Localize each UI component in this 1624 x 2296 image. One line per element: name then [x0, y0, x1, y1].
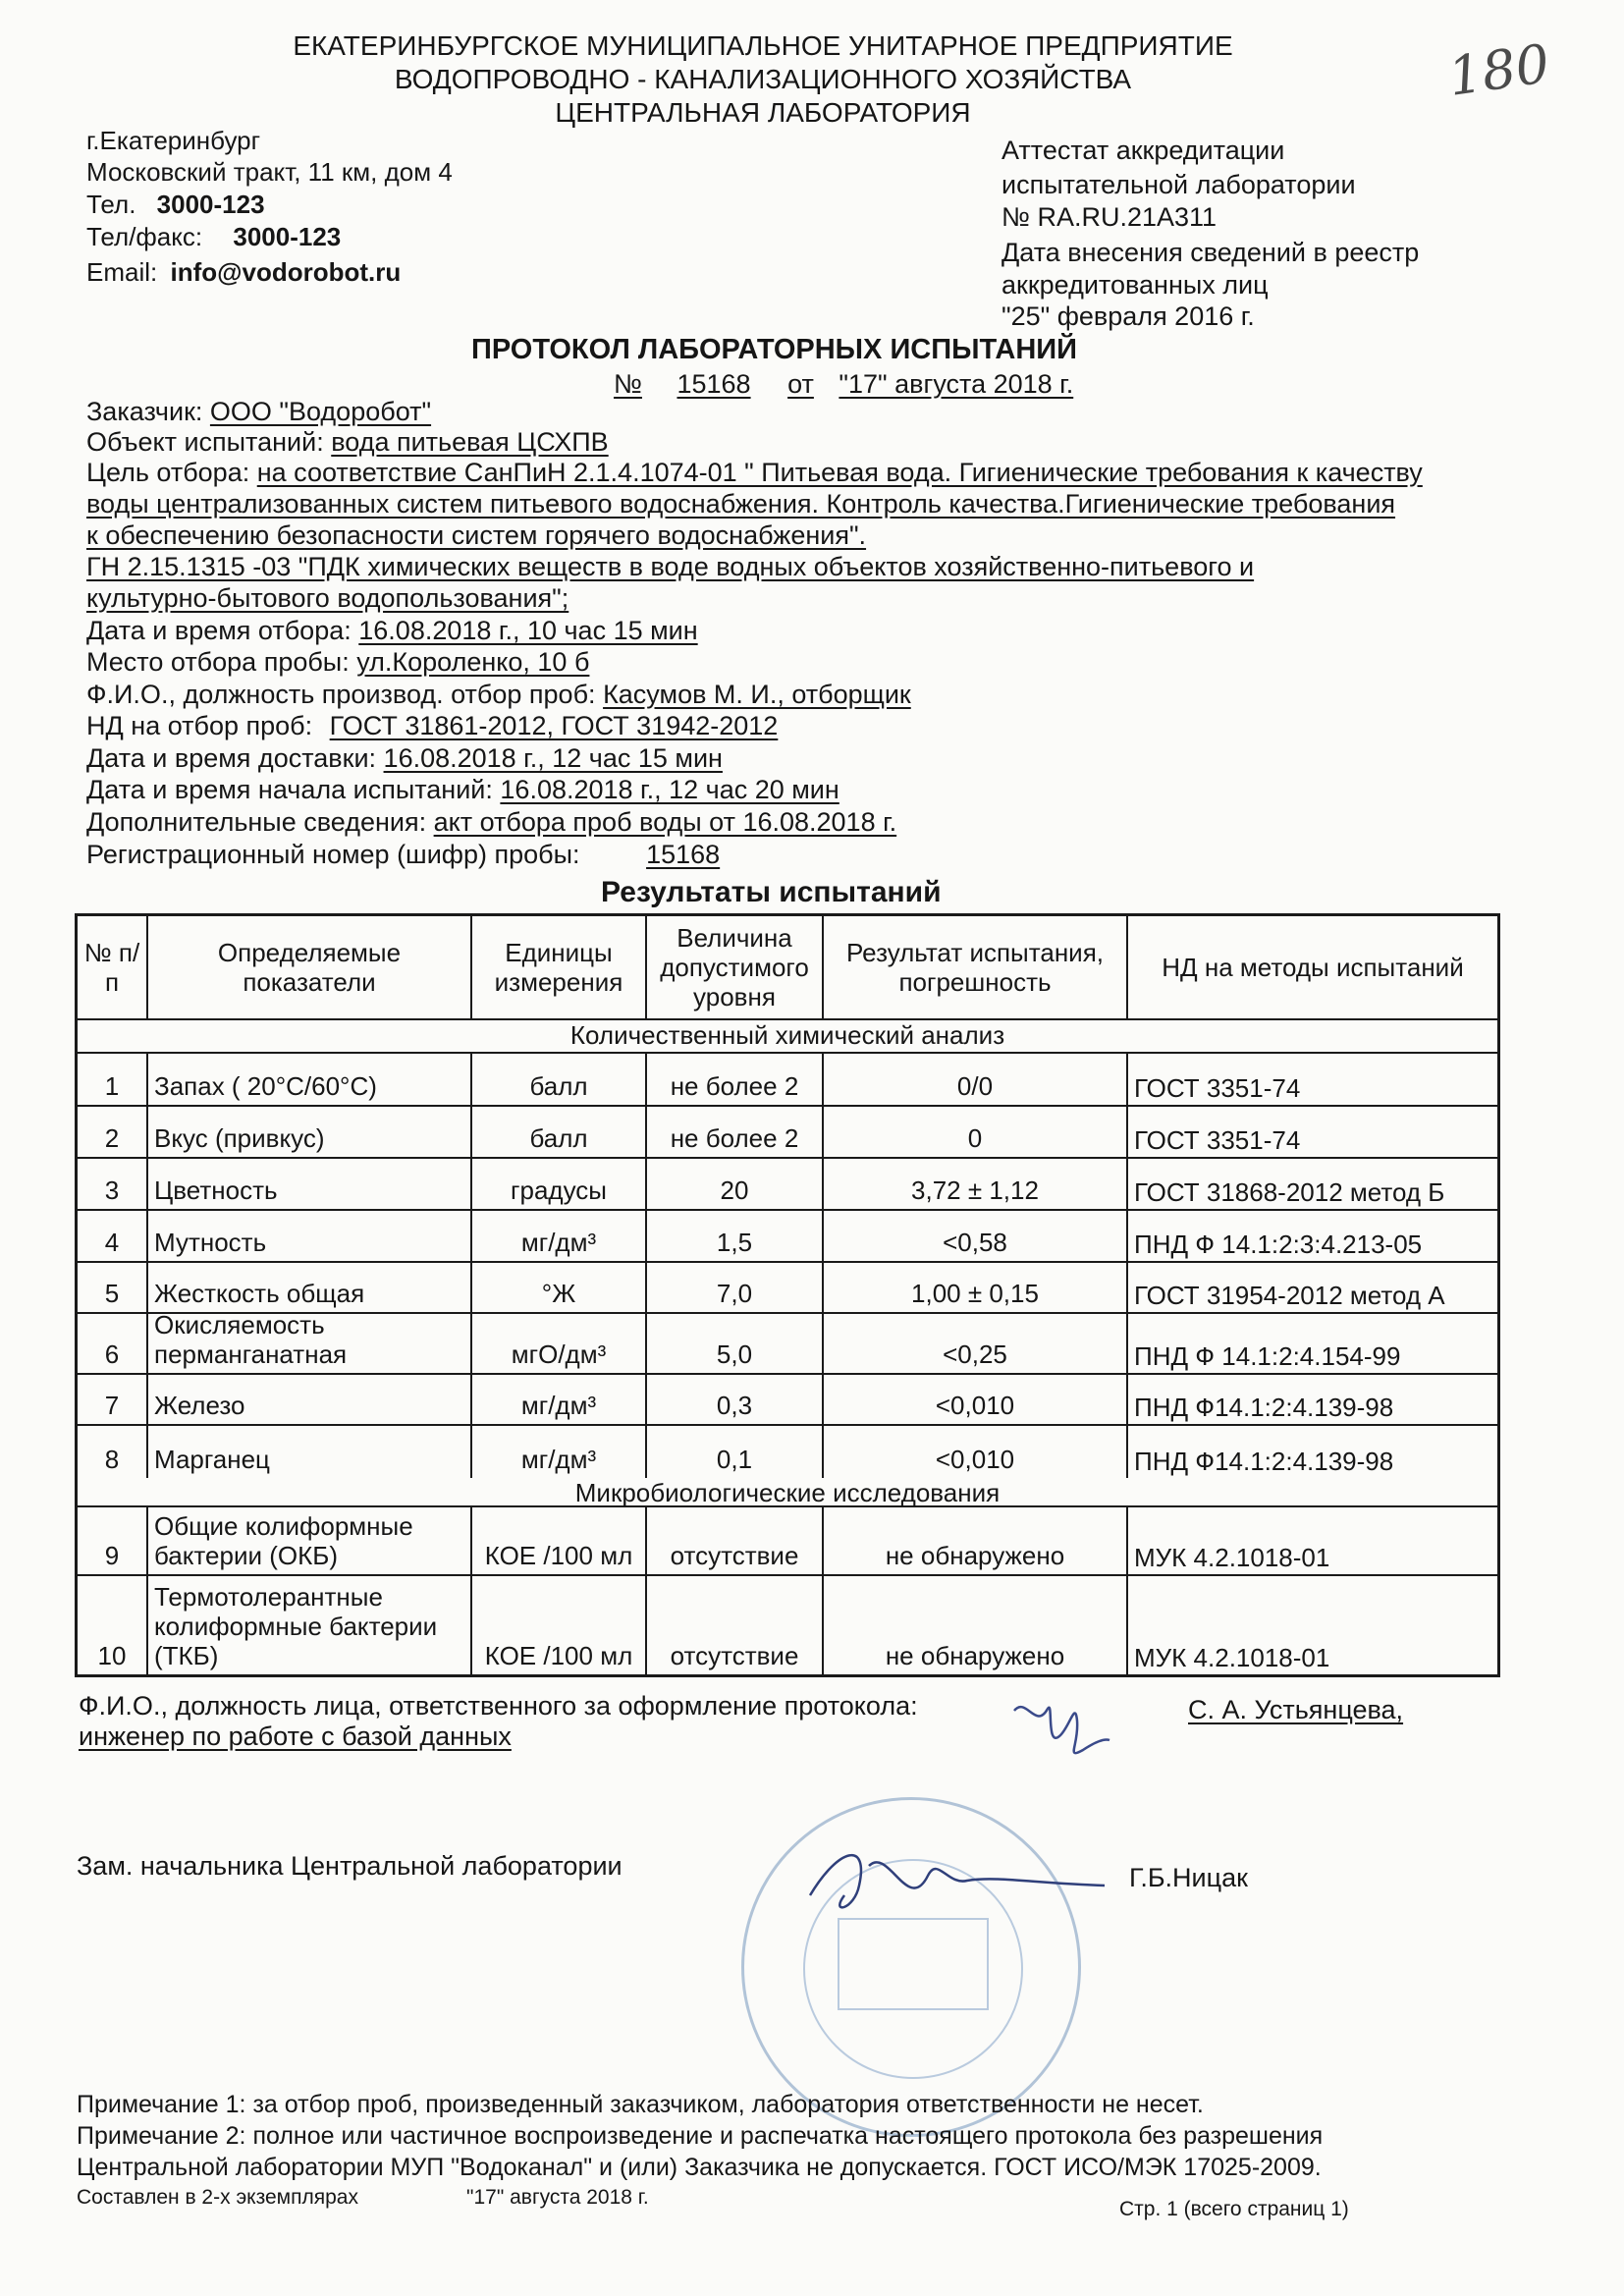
- note-2-line1: Примечание 2: полное или частичное воспроизведение и распечатка настоящего протокола без разрешения: [77, 2122, 1324, 2150]
- row-indicator: Вкус (привкус): [148, 1107, 472, 1157]
- row-number: 5: [78, 1263, 148, 1312]
- contact-address: Московский тракт, 11 км, дом 4: [86, 157, 453, 187]
- fax-label: Тел/факс:: [86, 222, 203, 251]
- footer-date: "17" августа 2018 г.: [466, 2186, 649, 2209]
- row-norm: не более 2: [647, 1054, 824, 1105]
- row-indicator: Мутность: [148, 1211, 472, 1261]
- row-indicator: Железо: [148, 1375, 472, 1424]
- header-method: НД на методы испытаний: [1162, 953, 1464, 982]
- row-result: <0,58: [824, 1211, 1128, 1261]
- row-norm: отсутствие: [647, 1576, 824, 1674]
- microbiology-rows: [78, 1507, 1497, 1674]
- row-indicator: Запах ( 20°С/60°С): [148, 1054, 472, 1105]
- customer-label: Заказчик:: [86, 397, 203, 426]
- org-name-line1: ЕКАТЕРИНБУРГСКОЕ МУНИЦИПАЛЬНОЕ УНИТАРНОЕ ПРЕДПРИЯТИЕ: [293, 30, 1233, 61]
- object-label: Объект испытаний:: [86, 427, 324, 457]
- table-row: [78, 1054, 1497, 1107]
- row-unit: мгО/дм³: [472, 1314, 647, 1373]
- accreditation-line4: Дата внесения сведений в реестр: [1001, 238, 1420, 267]
- row-norm: 20: [647, 1159, 824, 1209]
- responsible-position: инженер по работе с базой данных: [79, 1722, 512, 1751]
- customer-row: [86, 397, 431, 427]
- nd-value: ГОСТ 31861-2012, ГОСТ 31942-2012: [329, 711, 779, 740]
- table-row: [78, 1426, 1497, 1478]
- note-2-line2: Центральной лаборатории МУП "Водоканал" и (или) Заказчика не допускается. ГОСТ ИСО/МЭК 17025-2009.: [77, 2154, 1322, 2181]
- row-indicator: Цветность: [148, 1159, 472, 1209]
- protocol-title: ПРОТОКОЛ ЛАБОРАТОРНЫХ ИСПЫТАНИЙ: [471, 334, 1077, 365]
- row-unit: мг/дм³: [472, 1211, 647, 1261]
- sampling-datetime-label: Дата и время отбора:: [86, 616, 352, 645]
- row-number: 3: [78, 1159, 148, 1209]
- table-header-row: [78, 916, 1497, 1020]
- extra-row: [86, 807, 896, 838]
- contact-tel-row: [86, 190, 265, 219]
- header-unit: Единицы измерения: [472, 916, 647, 1018]
- row-result: 1,00 ± 0,15: [824, 1263, 1128, 1312]
- start-label: Дата и время начала испытаний:: [86, 775, 493, 804]
- note-1: Примечание 1: за отбор проб, произведенный заказчиком, лаборатория ответственности не несет.: [77, 2091, 1204, 2118]
- delivery-row: [86, 743, 723, 774]
- row-number: 6: [78, 1314, 148, 1373]
- purpose-line4: ГН 2.15.1315 -03 "ПДК химических веществ в воде водных объектов хозяйственно-питьевого и: [86, 552, 1255, 581]
- accreditation-date: "25" февраля 2016 г.: [1001, 301, 1255, 331]
- row-unit: КОЕ /100 мл: [472, 1576, 647, 1674]
- row-method: ГОСТ 31868-2012 метод Б: [1134, 1177, 1445, 1207]
- object-value: вода питьевая ЦСХПВ: [331, 427, 609, 457]
- row-unit: градусы: [472, 1159, 647, 1209]
- customer-value: ООО "Водоробот": [209, 397, 432, 426]
- extra-value: акт отбора проб воды от 16.08.2018 г.: [433, 807, 897, 837]
- place-label: Место отбора пробы:: [86, 647, 350, 677]
- responsible-name: С. А. Устьянцева,: [1188, 1695, 1404, 1724]
- table-row: [78, 1314, 1497, 1375]
- responsible-signature: [1006, 1691, 1114, 1770]
- row-indicator: Термотолерантные колиформные бактерии (ТКБ): [148, 1576, 472, 1674]
- handwritten-page-number: 180: [1444, 32, 1553, 108]
- row-norm: не более 2: [647, 1107, 824, 1157]
- protocol-from-label: от: [787, 369, 814, 399]
- section-chemical: Количественный химический анализ: [78, 1020, 1497, 1054]
- deputy-signature: [800, 1827, 1114, 1935]
- nd-label: НД на отбор проб:: [86, 711, 313, 740]
- section-microbiology: Микробиологические исследования: [78, 1478, 1497, 1507]
- table-row: [78, 1263, 1497, 1314]
- nd-row: [86, 711, 778, 741]
- sampler-row: [86, 680, 911, 710]
- table-row: [78, 1107, 1497, 1159]
- row-number: 10: [78, 1576, 148, 1674]
- row-indicator: Жесткость общая: [148, 1263, 472, 1312]
- purpose-line1: на соответствие СанПиН 2.1.4.1074-01 " Питьевая вода. Гигиенические требования к качеству: [256, 458, 1423, 487]
- purpose-row: [86, 458, 1423, 488]
- row-unit: мг/дм³: [472, 1375, 647, 1424]
- reg-value: 15168: [646, 840, 721, 869]
- row-result: 0: [824, 1107, 1128, 1157]
- place-row: [86, 647, 589, 678]
- tel-label: Тел.: [86, 190, 136, 219]
- protocol-no: 15168: [677, 369, 751, 399]
- sampling-datetime-row: [86, 616, 698, 646]
- protocol-date: "17" августа 2018 г.: [839, 369, 1074, 399]
- contact-city: г.Екатеринбург: [86, 126, 261, 155]
- delivery-value: 16.08.2018 г., 12 час 15 мин: [383, 743, 723, 773]
- header-indicator: Определяемые показатели: [148, 916, 472, 1018]
- row-indicator: Окисляемость перманганатная: [148, 1314, 472, 1373]
- accreditation-line1: Аттестат аккредитации: [1001, 136, 1285, 165]
- protocol-no-label: №: [614, 369, 642, 399]
- row-number: 1: [78, 1054, 148, 1105]
- row-norm: 1,5: [647, 1211, 824, 1261]
- row-norm: 7,0: [647, 1263, 824, 1312]
- row-unit: балл: [472, 1107, 647, 1157]
- row-number: 8: [78, 1426, 148, 1478]
- row-indicator: Общие колиформные бактерии (ОКБ): [148, 1507, 472, 1574]
- row-method: ПНД Ф14.1:2:4.139-98: [1134, 1447, 1394, 1476]
- header-norm: Величина допустимого уровня: [647, 916, 824, 1018]
- row-number: 4: [78, 1211, 148, 1261]
- object-row: [86, 427, 609, 458]
- contact-fax-row: [86, 222, 341, 251]
- row-unit: КОЕ /100 мл: [472, 1507, 647, 1574]
- start-row: [86, 775, 839, 805]
- table-row: [78, 1211, 1497, 1263]
- tel-value: 3000-123: [156, 190, 265, 219]
- table-row: [78, 1576, 1497, 1674]
- header-result: Результат испытания, погрешность: [824, 916, 1128, 1018]
- deputy-label: Зам. начальника Центральной лаборатории: [77, 1851, 623, 1881]
- purpose-line2: воды централизованных систем питьевого водоснабжения. Контроль качества.Гигиенические требования: [86, 489, 1396, 519]
- row-result: не обнаружено: [824, 1507, 1128, 1574]
- org-name-line2: ВОДОПРОВОДНО - КАНАЛИЗАЦИОННОГО ХОЗЯЙСТВА: [394, 64, 1132, 94]
- start-value: 16.08.2018 г., 12 час 20 мин: [500, 775, 839, 804]
- email-value: info@vodorobot.ru: [170, 257, 402, 287]
- row-norm: 0,3: [647, 1375, 824, 1424]
- row-result: не обнаружено: [824, 1576, 1128, 1674]
- responsible-label: Ф.И.О., должность лица, ответственного за оформление протокола:: [79, 1691, 918, 1721]
- row-number: 7: [78, 1375, 148, 1424]
- row-unit: балл: [472, 1054, 647, 1105]
- row-norm: отсутствие: [647, 1507, 824, 1574]
- results-title: Результаты испытаний: [601, 876, 942, 908]
- reg-row: [86, 840, 720, 870]
- page-counter: Стр. 1 (всего страниц 1): [1119, 2198, 1349, 2220]
- accreditation-number: № RA.RU.21A311: [1001, 202, 1218, 232]
- row-result: 3,72 ± 1,12: [824, 1159, 1128, 1209]
- accreditation-line5: аккредитованных лиц: [1001, 270, 1269, 300]
- row-number: 9: [78, 1507, 148, 1574]
- header-no: № п/п: [78, 916, 148, 1018]
- row-method: МУК 4.2.1018-01: [1134, 1543, 1330, 1572]
- row-method: ГОСТ 3351-74: [1134, 1073, 1301, 1103]
- row-method: ПНД Ф 14.1:2:4.154-99: [1134, 1341, 1401, 1371]
- row-result: <0,010: [824, 1426, 1128, 1478]
- protocol-number-row: [614, 369, 1073, 400]
- row-method: ГОСТ 3351-74: [1134, 1125, 1301, 1155]
- copies-note: Составлен в 2-х экземплярах: [77, 2186, 358, 2209]
- row-unit: мг/дм³: [472, 1426, 647, 1478]
- email-label: Email:: [86, 257, 158, 287]
- contact-email-row: [86, 257, 401, 287]
- accreditation-line2: испытательной лаборатории: [1001, 170, 1356, 199]
- fax-value: 3000-123: [233, 222, 342, 251]
- purpose-line3: к обеспечению безопасности систем горячего водоснабжения".: [86, 520, 867, 550]
- reg-label: Регистрационный номер (шифр) пробы:: [86, 840, 580, 869]
- row-result: 0/0: [824, 1054, 1128, 1105]
- results-table: [75, 913, 1500, 1677]
- row-norm: 0,1: [647, 1426, 824, 1478]
- table-row: [78, 1159, 1497, 1211]
- row-number: 2: [78, 1107, 148, 1157]
- purpose-line5: культурно-бытового водопользования";: [86, 583, 569, 613]
- delivery-label: Дата и время доставки:: [86, 743, 377, 773]
- table-row: [78, 1375, 1497, 1426]
- sampling-datetime-value: 16.08.2018 г., 10 час 15 мин: [358, 616, 698, 645]
- row-method: ПНД Ф14.1:2:4.139-98: [1134, 1393, 1394, 1422]
- purpose-label: Цель отбора:: [86, 458, 250, 487]
- row-result: <0,25: [824, 1314, 1128, 1373]
- row-method: ГОСТ 31954-2012 метод А: [1134, 1281, 1445, 1310]
- org-name-line3: ЦЕНТРАЛЬНАЯ ЛАБОРАТОРИЯ: [555, 97, 971, 128]
- sampler-value: Касумов М. И., отборщик: [603, 680, 911, 709]
- deputy-name: Г.Б.Ницак: [1129, 1863, 1248, 1892]
- row-method: ПНД Ф 14.1:2:3:4.213-05: [1134, 1230, 1423, 1259]
- row-unit: °Ж: [472, 1263, 647, 1312]
- row-norm: 5,0: [647, 1314, 824, 1373]
- chemical-rows: [78, 1054, 1497, 1478]
- row-method: МУК 4.2.1018-01: [1134, 1643, 1330, 1672]
- extra-label: Дополнительные сведения:: [86, 807, 427, 837]
- row-indicator: Марганец: [148, 1426, 472, 1478]
- sampler-label: Ф.И.О., должность производ. отбор проб:: [86, 680, 596, 709]
- row-result: <0,010: [824, 1375, 1128, 1424]
- place-value: ул.Короленко, 10 б: [356, 647, 590, 677]
- table-row: [78, 1507, 1497, 1576]
